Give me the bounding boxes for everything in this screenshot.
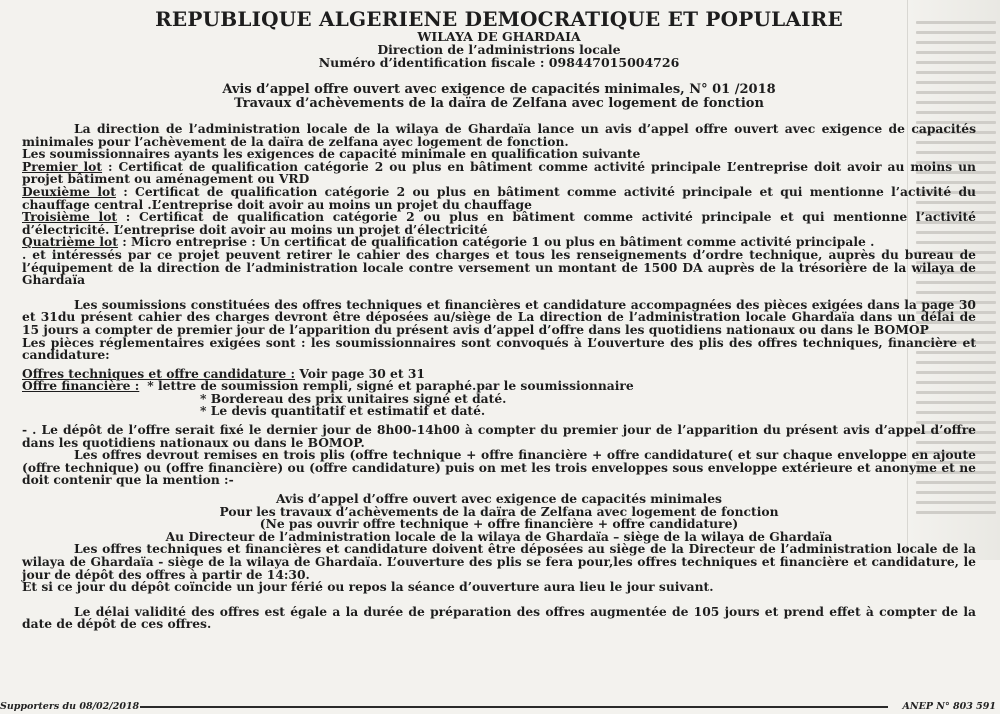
soumissions-paragraph: Les soumissions constituées des offres techniques et financières et candidature accompagnées des pièces exigées dans la page 30 et 31du présent cahier des charges devront être déposées au/siège de La direction de l’administration locale Ghardaïa dans un délai de 15 jours a compter de premier jour de l’apparition du présent avis d’appel d’offre dans les quotidiens nationaux ou dans le BOMOP — [22, 296, 976, 337]
lot-4-text: : Micro entreprise : Un certificat de qualification catégorie 1 ou plus en bâtiment comme activité principale . — [117, 234, 875, 250]
title-line-2: Travaux d’achèvements de la daïra de Zelfana avec logement de fonction — [234, 96, 764, 111]
fin-item-2: * Bordereau des prix unitaires signé et daté. — [200, 390, 507, 406]
offres-techniques-text: Voir page 30 et 31 — [295, 365, 425, 381]
pieces-paragraph: Les pièces réglementaires exigées sont : les soumissionnaires sont convoqués à L’ouverture des plis des offres techniques, financière et candidature: — [22, 334, 976, 363]
republic-heading: REPUBLIQUE ALGERIENE DEMOCRATIQUE ET POPULAIRE — [155, 7, 843, 31]
mention-line-4: Au Directeur de l’administration locale de la wilaya de Ghardaïa – siège de la wilaya de Ghardaïa — [165, 528, 833, 544]
footer-divider — [140, 706, 888, 708]
lot-2 — [22, 183, 976, 212]
plis-paragraph: Les offres devrout remises en trois plis (offre technique + offre financière + offre candidature( et sur chaque enveloppe en ajoute (offre technique) ou (offre financière) ou (offre candidature) puis on met les trois enveloppes sous enveloppe extérieure et anonyme et ne doit contenir que la mention :- — [22, 447, 976, 488]
intro-paragraph: La direction de l’administration locale de la wilaya de Ghardaïa lance un avis d’appel offre ouvert avec exigence de capacités minimales pour l’achèvement de la daïra de zelfana avec logement de fonction. — [22, 121, 976, 149]
depot-paragraph: - . Le dépôt de l’offre serait fixé le dernier jour de 8h00-14h00 à compter du premier jour de l’apparition du présent avis d’appel d’offre dans les quotidiens nationaux ou dans le BOMOP. — [22, 422, 976, 450]
mention-line-2: Pour les travaux d’achèvements de la daïra de Zelfana avec logement de fonction — [219, 503, 779, 519]
lot-4-label: Quatrième lot — [22, 234, 118, 250]
footer-publication: Supporters du 08/02/2018 — [0, 701, 140, 712]
lot-1 — [22, 158, 976, 187]
offres-techniques-label: Offres techniques et offre candidature : — [22, 365, 296, 381]
fin-item-1: * lettre de soumission rempli, signé et paraphé.par le soumissionnaire — [147, 378, 634, 394]
mention-line-1: Avis d’appel d’offre ouvert avec exigence de capacités minimales — [276, 491, 722, 507]
ouverture-paragraph: Les offres techniques et financières et candidature doivent être déposées au siège de la Directeur de l’administration locale de la wilaya de Ghardaïa - siège de la wilaya de Ghardaïa. L’ouverture des plis se fera pour,les offres techniques et financière et candidature, le jour de dépôt des offres à partir de 14:30. — [22, 541, 976, 582]
lot-1-label: Premier lot — [22, 158, 103, 174]
footer-anep-number: ANEP N° 803 591 — [902, 701, 996, 712]
fin-item-3: * Le devis quantitatif et estimatif et daté. — [200, 403, 486, 419]
retrait-paragraph: . et intéressés par ce projet peuvent retirer le cahier des charges et tous les renseignements d’ordre technique, auprès du bureau de l’équipement de la direction de l’administration locale contre versement un montant de 1500 DA auprès de la trésorière de la wilaya de Ghardaïa — [22, 246, 976, 288]
offre-financiere-label: Offre financière : — [22, 378, 140, 394]
wilaya-heading: WILAYA DE GHARDAIA — [417, 29, 581, 44]
jour-ferie-paragraph: Et si ce jour du dépôt coïncide un jour férié ou repos la séance d’ouverture aura lieu le jour suivant. — [22, 579, 714, 595]
lot-2-label: Deuxième lot — [22, 183, 116, 199]
lot-2-text: : Certificat de qualification catégorie 2 ou plus en bâtiment comme activité principale et qui mentionne l’activité du chauffage central .L’entreprise doit avoir au moins un projet du chauffage — [22, 183, 976, 212]
lot-3 — [22, 211, 976, 236]
notice-header — [22, 8, 976, 69]
lot-1-text: : Certificat de qualification catégorie 2 ou plus en bâtiment comme activité principale L’entreprise doit avoir au moins un projet bâtiment ou aménagement ou VRD — [22, 158, 976, 187]
lot-3-text: : Certificat de qualification catégorie 2 ou plus en bâtiment comme activité principale et qui mentionne l’activité d’électricité. L’entreprise doit avoir au moins un projet d’électricité — [22, 209, 976, 237]
mention-line-3: (Ne pas ouvrir offre technique + offre financière + offre candidature) — [259, 516, 739, 532]
nif-line: Numéro d’identification fiscale : 098447015004726 — [318, 55, 680, 70]
mention-block — [22, 493, 976, 543]
tender-notice — [22, 8, 976, 631]
title-line-1: Avis d’appel offre ouvert avec exigence de capacités minimales, N° 01 /2018 — [222, 82, 776, 97]
validite-paragraph: Le délai validité des offres est égale a la durée de préparation des offres augmentée de 105 jours et prend effet à compter de la date de dépôt de ces offres. — [22, 603, 976, 632]
lot-3-label: Troisième lot — [22, 209, 118, 225]
notice-title — [22, 83, 976, 111]
requirements-paragraph: Les soumissionnaires ayants les exigences de capacité minimale en qualification suivante — [22, 146, 641, 162]
direction-heading: Direction de l’administrions locale — [377, 42, 621, 57]
